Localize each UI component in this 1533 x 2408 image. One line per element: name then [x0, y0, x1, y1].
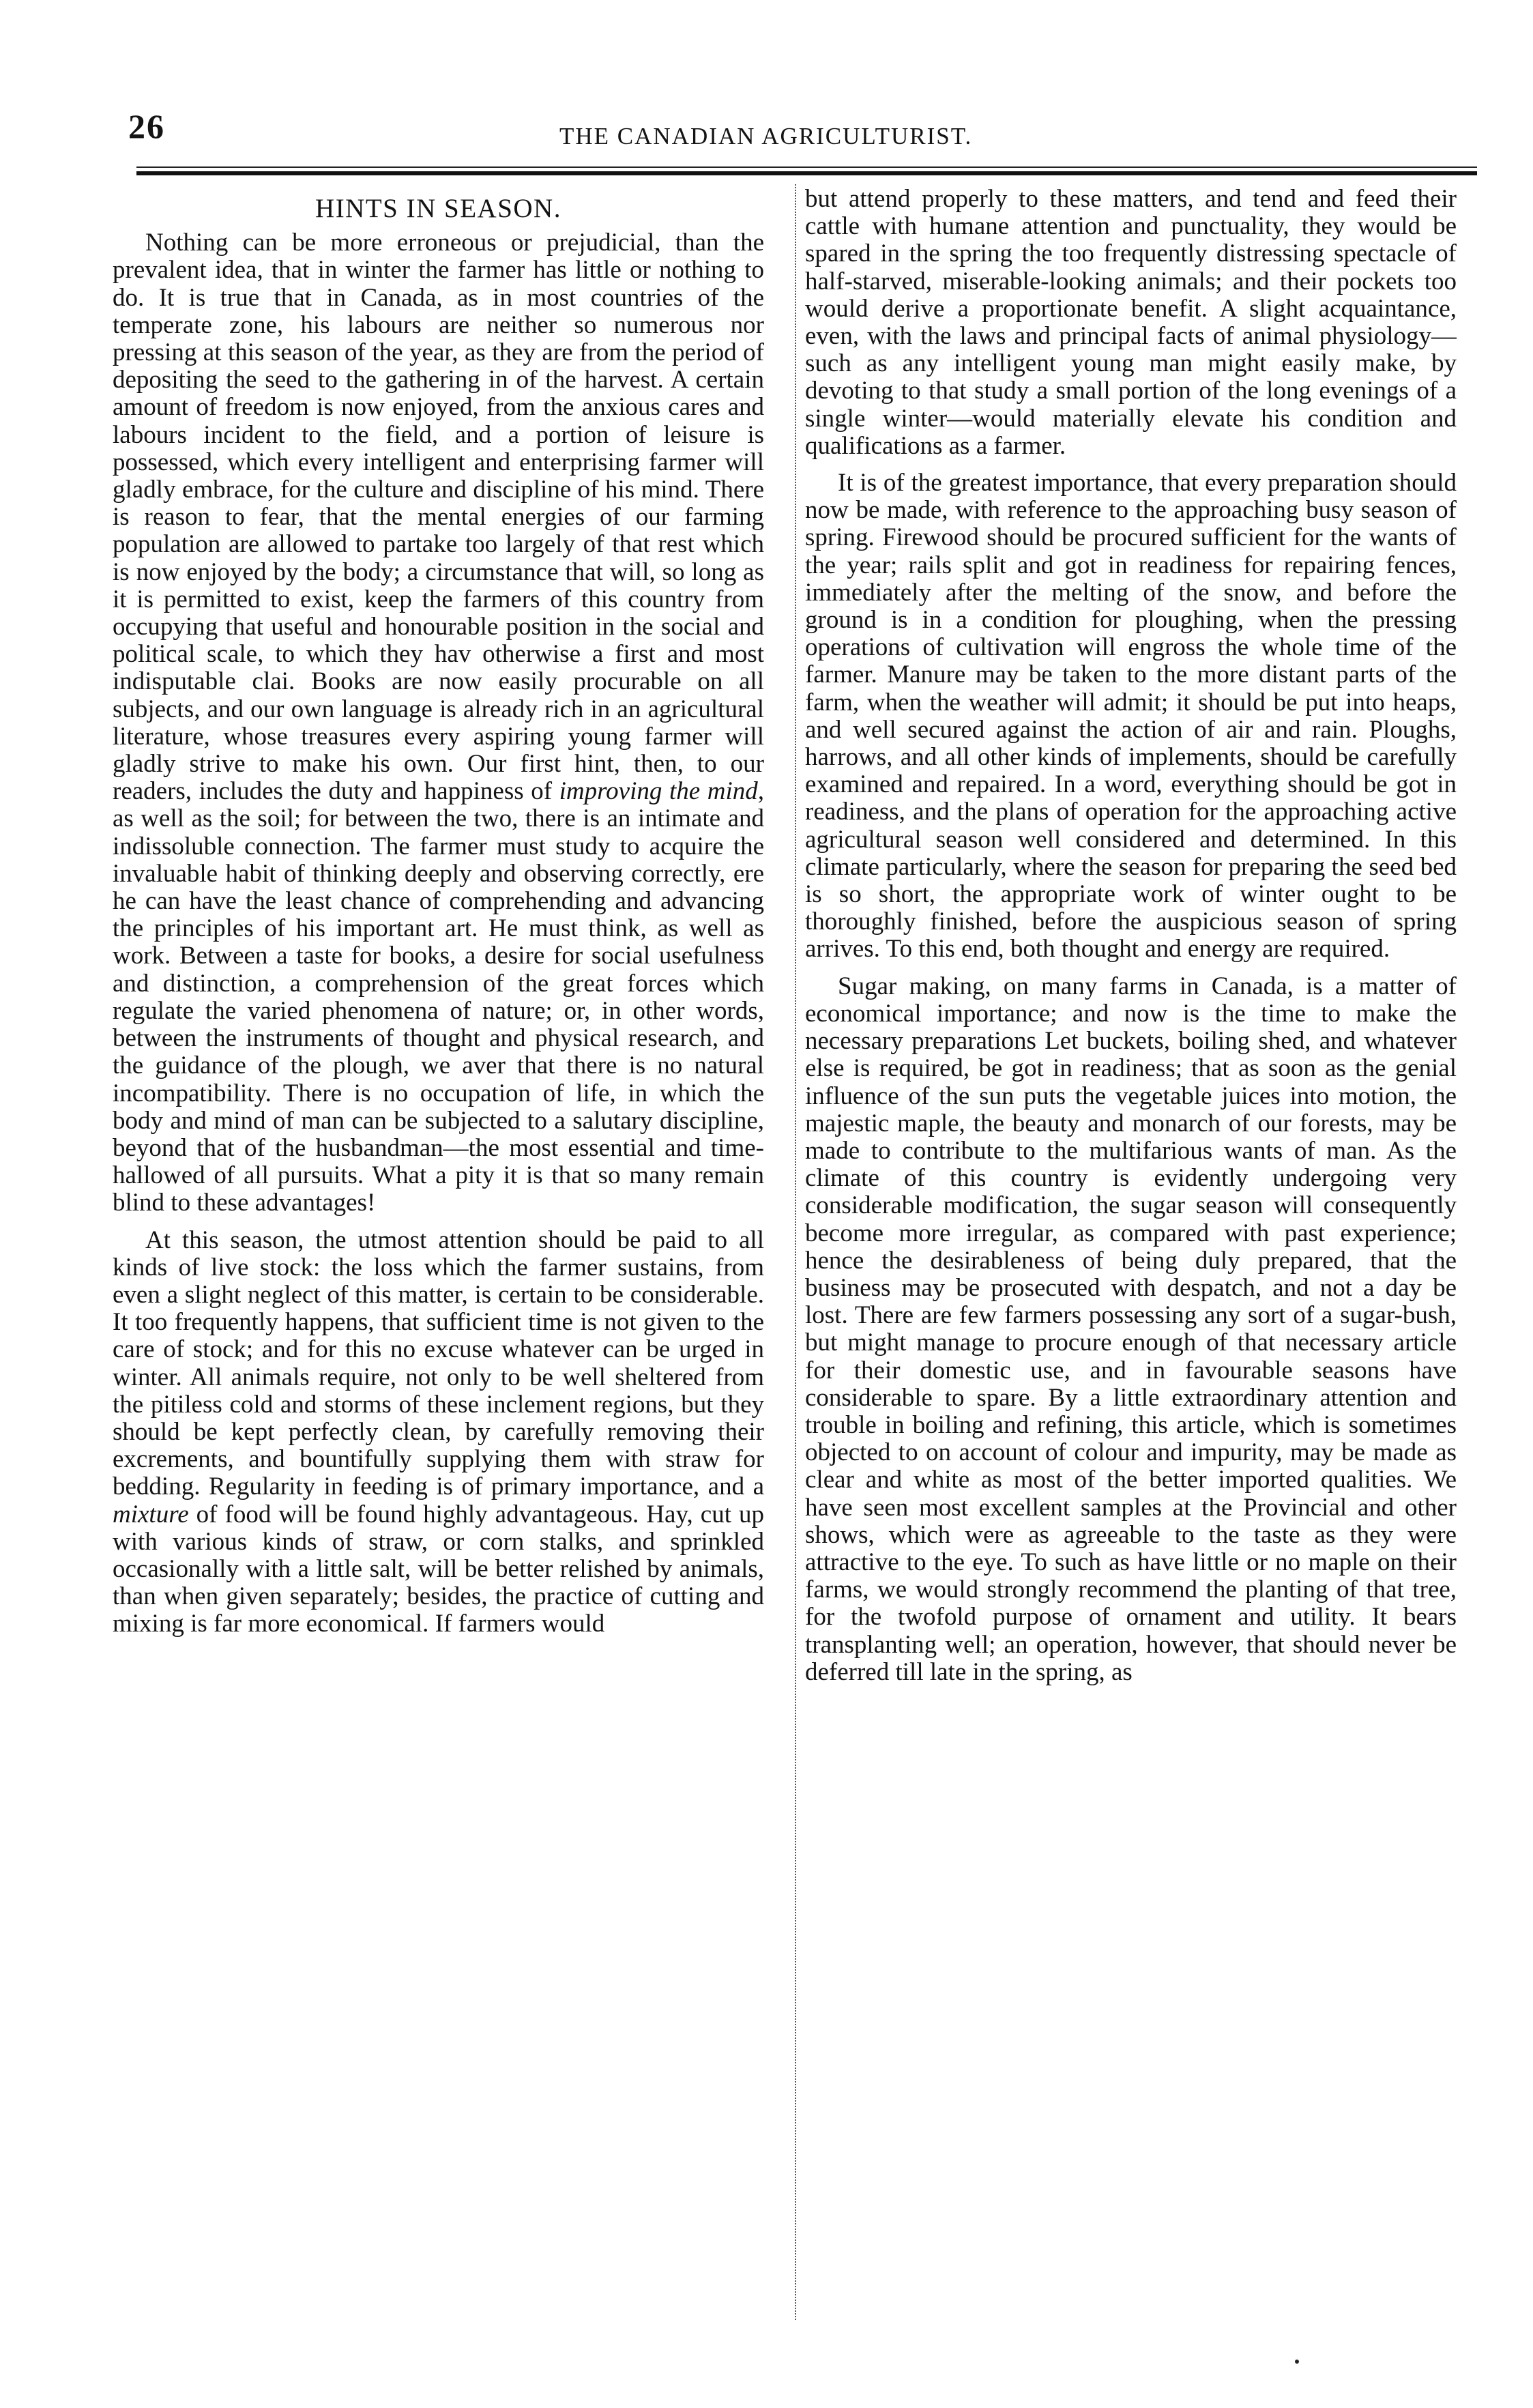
paragraph-text: of food will be found highly advantageous. Hay, cut up with various kinds of straw, or corn stalks, and sprinkled occasionally with a little salt, will be better relished by animals, than when given separately; besides, the practice of cutting and mixing is far more economical. If farmers would [113, 1500, 764, 1638]
left-column [113, 186, 764, 2321]
emphasis-text: improving the mind, [559, 777, 764, 806]
column-divider [795, 184, 796, 2320]
paragraph-text: as well as the soil; for between the two, there is an intimate and indissoluble connection. The farmer must study to acquire the invaluable habit of thinking deeply and observing correctly, ere he can have the least chance of comprehending and advancing the principles of his important art. He must think, as well as work. Between a taste for books, a desire for social usefulness and distinction, a comprehension of the great forces which regulate the varied phenomena of nature; or, in other words, between the instruments of thought and physical research, and the guidance of the plough, we aver that there is no natural incompatibility. There is no occupation of life, in which the body and mind of man can be subjected to a salutary discipline, beyond that of the husbandman—the most essential and time-hallowed of all pursuits. What a pity it is that so many remain blind to these advantages! [113, 804, 764, 1217]
paragraph-livestock [113, 1227, 764, 1638]
right-column [805, 186, 1457, 2321]
emphasis-text: mixture [113, 1500, 189, 1528]
paragraph-spring-preparation: It is of the greatest importance, that every preparation should now be made, with reference to the approaching busy season of spring. Firewood should be procured sufficient for the wants of the year; rails split and got in readiness for repairing fences, immediately after the melting of the snow, and before the ground is in a condition for ploughing, when the pressing operations of cultivation will engross the whole time of the farmer. Manure may be taken to the more distant parts of the farm, when the weather will admit; it should be put into heaps, and well secured against the action of air and rain. Ploughs, harrows, and all other kinds of implements, should be carefully examined and repaired. In a word, everything should be got in readiness, and the plans of operation for the approaching active agricultural season well considered and determined. In this climate particularly, where the season for preparing the seed bed is so short, the appropriate work of winter ought to be thoroughly finished, before the auspicious season of spring arrives. To this end, both thought and energy are required. [805, 469, 1457, 963]
paragraph-text: At this season, the utmost attention should be paid to all kinds of live stock: the loss which the farmer sustains, from even a slight neglect of this matter, is certain to be considerable. It too frequently happens, that sufficient time is not given to the care of stock; and for this no excuse whatever can be urged in winter. All animals require, not only to be well sheltered from the pitiless cold and storms of these inclement regions, but they should be kept perfectly clean, by carefully removing their excrements, and bountifully supplying them with straw for bedding. Regularity in feeding is of primary importance, and a [113, 1225, 764, 1501]
page-speck [1295, 2360, 1299, 2364]
running-title: THE CANADIAN AGRICULTURIST. [559, 123, 973, 149]
paragraph-sugar-making: Sugar making, on many farms in Canada, is a matter of economical importance; and now is the time to make the necessary preparations Let buckets, boiling shed, and whatever else is required, be got in readiness; that as soon as the genial influence of the sun puts the vegetable juices into motion, the majestic maple, the beauty and monarch of our forests, may be made to contribute to the multifarious wants of man. As the climate of this country is evidently undergoing very considerable modification, the sugar season will consequently become more irregular, as compared with past experience; hence the desirableness of being duly prepared, that the business may be prosecuted with despatch, and not a day be lost. There are few farmers possessing any sort of a sugar-bush, but might manage to procure enough of that necessary article for their domestic use, and in favourable seasons have considerable to spare. By a little extraordinary attention and trouble in boiling and refining, this article, which is sometimes objected to on account of colour and impurity, may be made as clear and white as most of the better imported qualities. We have seen most excellent samples at the Provincial and other shows, which were as agreeable to the taste as they were attractive to the eye. To such as have little or no maple on their farms, we would strongly recommend the planting of that tree, for the twofold purpose of ornament and utility. It bears transplanting well; an operation, however, that should never be deferred till late in the spring, as [805, 972, 1457, 1686]
article-title: HINTS IN SEASON. [315, 194, 561, 223]
paragraph-mind [113, 229, 764, 1217]
paragraph-text: Nothing can be more erroneous or prejudicial, than the prevalent idea, that in winter the farmer has little or nothing to do. It is true that in Canada, as in most countries of the temperate zone, his labours are neither so numerous nor pressing at this season of the year, as they are from the period of depositing the seed to the gathering in of the harvest. A certain amount of freedom is now enjoyed, from the anxious cares and labours incident to the field, and a portion of leisure is possessed, which every intelligent and enterprising farmer will gladly embrace, for the culture and discipline of his mind. There is reason to fear, that the mental energies of our farming population are allowed to partake too largely of that rest which is now enjoyed by the body; a circumstance that will, so long as it is permitted to exist, keep the farmers of this country from occupying that useful and honourable position in the social and political scale, to which they hav otherwise a first and most indisputable clai. Books are now easily procurable on all subjects, and our own language is already rich in an agricultural literature, whose treasures every aspiring young farmer will gladly strive to make his own. Our first hint, then, to our readers, includes the duty and happiness of [113, 229, 764, 806]
header-rule-thick [136, 171, 1477, 175]
paragraph-livestock-continued: but attend properly to these matters, and tend and feed their cattle with humane attention and punctuality, they would be spared in the spring the too frequently distressing spectacle of half-starved, miserable-looking animals; and their pockets too would derive a proportionate benefit. A slight acquaintance, even, with the laws and principal facts of animal physiology—such as any intelligent young man might easily make, by devoting to that study a small portion of the long evenings of a single winter—would materially elevate his condition and qualifications as a farmer. [805, 186, 1457, 460]
page-number: 26 [128, 107, 165, 145]
header-rule-thin [136, 166, 1477, 168]
